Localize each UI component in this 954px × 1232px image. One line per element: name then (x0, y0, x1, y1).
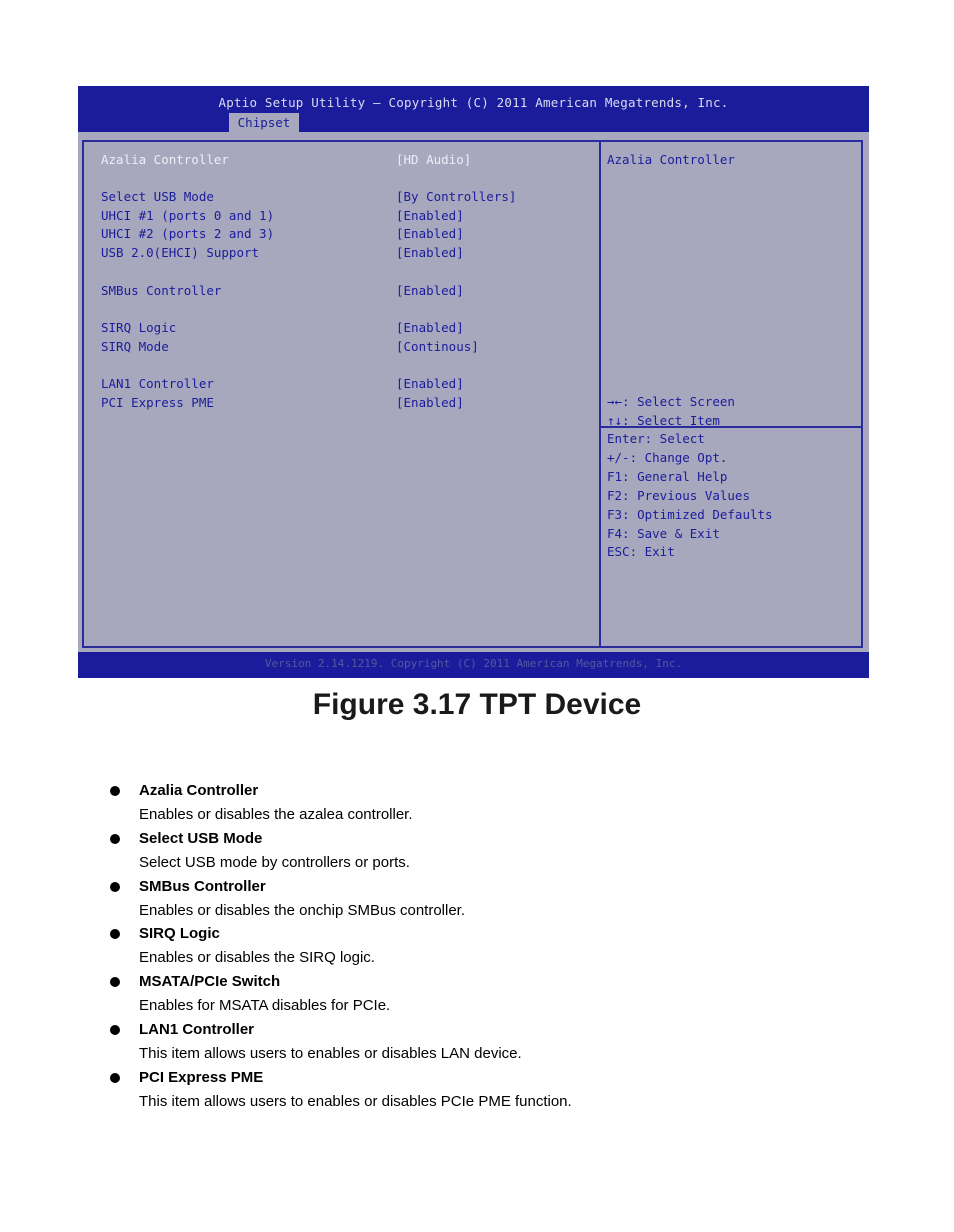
tab-chipset[interactable]: Chipset (229, 113, 299, 132)
list-item (110, 925, 870, 973)
setting-label-select-usb-mode[interactable]: Select USB Mode (101, 189, 214, 204)
setting-value-lan1-controller[interactable]: [Enabled] (396, 376, 464, 391)
list-item (110, 878, 870, 926)
list-item (110, 973, 870, 1021)
setting-label-azalia-controller[interactable]: Azalia Controller (101, 152, 229, 167)
item-title: MSATA/PCIe Switch (139, 973, 281, 991)
bullet-icon (110, 977, 120, 987)
setting-label-uhci-2[interactable]: UHCI #2 (ports 2 and 3) (101, 226, 275, 241)
item-description: Enables for MSATA disables for PCIe. (139, 997, 391, 1015)
item-description: Enables or disables the onchip SMBus controller. (139, 901, 466, 919)
setting-label-smbus-controller[interactable]: SMBus Controller (101, 283, 222, 298)
bios-header (78, 86, 869, 132)
bios-footer (78, 652, 869, 678)
bullet-icon (110, 929, 120, 939)
bios-body (78, 132, 869, 652)
item-title: SMBus Controller (139, 877, 266, 895)
setting-value-usb-ehci-support[interactable]: [Enabled] (396, 245, 464, 260)
item-description: Enables or disables the azalea controller. (139, 806, 413, 823)
item-title: Azalia Controller (139, 782, 259, 799)
bios-screenshot (78, 86, 869, 678)
setting-label-usb-ehci-support[interactable]: USB 2.0(EHCI) Support (101, 245, 260, 260)
bullet-icon (110, 1025, 120, 1035)
setting-value-sirq-logic[interactable]: [Enabled] (396, 320, 464, 335)
item-description: Select USB mode by controllers or ports. (139, 853, 410, 871)
item-title: SIRQ Logic (139, 925, 220, 943)
setting-label-uhci-1[interactable]: UHCI #1 (ports 0 and 1) (101, 208, 275, 223)
setting-label-lan1-controller[interactable]: LAN1 Controller (101, 376, 214, 391)
key-help-change-opt: +/-: Change Opt. (607, 450, 728, 465)
setting-value-select-usb-mode[interactable]: [By Controllers] (396, 189, 517, 204)
item-title: LAN1 Controller (139, 1020, 255, 1038)
setting-value-uhci-2[interactable]: [Enabled] (396, 226, 464, 241)
item-description: This item allows users to enables or disables PCIe PME function. (139, 1092, 572, 1110)
setting-value-azalia-controller[interactable]: [HD Audio] (396, 152, 472, 167)
bullet-icon (110, 882, 120, 892)
bullet-icon (110, 834, 120, 844)
bios-vertical-divider (599, 140, 601, 648)
figure-caption: Figure 3.17 TPT Device (312, 688, 642, 721)
setting-value-smbus-controller[interactable]: [Enabled] (396, 283, 464, 298)
item-description: Enables or disables the SIRQ logic. (139, 949, 375, 967)
bios-version: Version 2.14.1219. Copyright (C) 2011 American Megatrends, Inc. (264, 657, 683, 670)
list-item (110, 1069, 870, 1117)
bullet-icon (110, 786, 120, 796)
key-help-f1: F1: General Help (607, 469, 728, 484)
setting-label-sirq-logic[interactable]: SIRQ Logic (101, 320, 177, 335)
bios-title: Aptio Setup Utility – Copyright (C) 2011 American Megatrends, Inc. (218, 95, 729, 110)
bullet-icon (110, 1073, 120, 1083)
setting-label-pci-express-pme[interactable]: PCI Express PME (101, 395, 214, 410)
key-help-f3: F3: Optimized Defaults (607, 507, 773, 522)
key-help-f2: F2: Previous Values (607, 488, 750, 503)
setting-value-sirq-mode[interactable]: [Continous] (396, 339, 479, 354)
key-help-select-item: ↑↓: Select Item (607, 413, 720, 428)
key-help-esc: ESC: Exit (607, 544, 675, 559)
key-help-select-screen: →←: Select Screen (607, 394, 735, 409)
setting-label-sirq-mode[interactable]: SIRQ Mode (101, 339, 169, 354)
key-help-enter: Enter: Select (607, 431, 705, 446)
bullet-list (110, 782, 870, 1117)
list-item (110, 782, 870, 830)
list-item (110, 830, 870, 878)
key-help-f4: F4: Save & Exit (607, 526, 720, 541)
item-title: PCI Express PME (139, 1068, 264, 1086)
setting-value-pci-express-pme[interactable]: [Enabled] (396, 395, 464, 410)
item-title: Select USB Mode (139, 829, 263, 847)
help-title: Azalia Controller (607, 152, 735, 167)
list-item (110, 1021, 870, 1069)
setting-value-uhci-1[interactable]: [Enabled] (396, 208, 464, 223)
item-description: This item allows users to enables or disables LAN device. (139, 1044, 522, 1062)
